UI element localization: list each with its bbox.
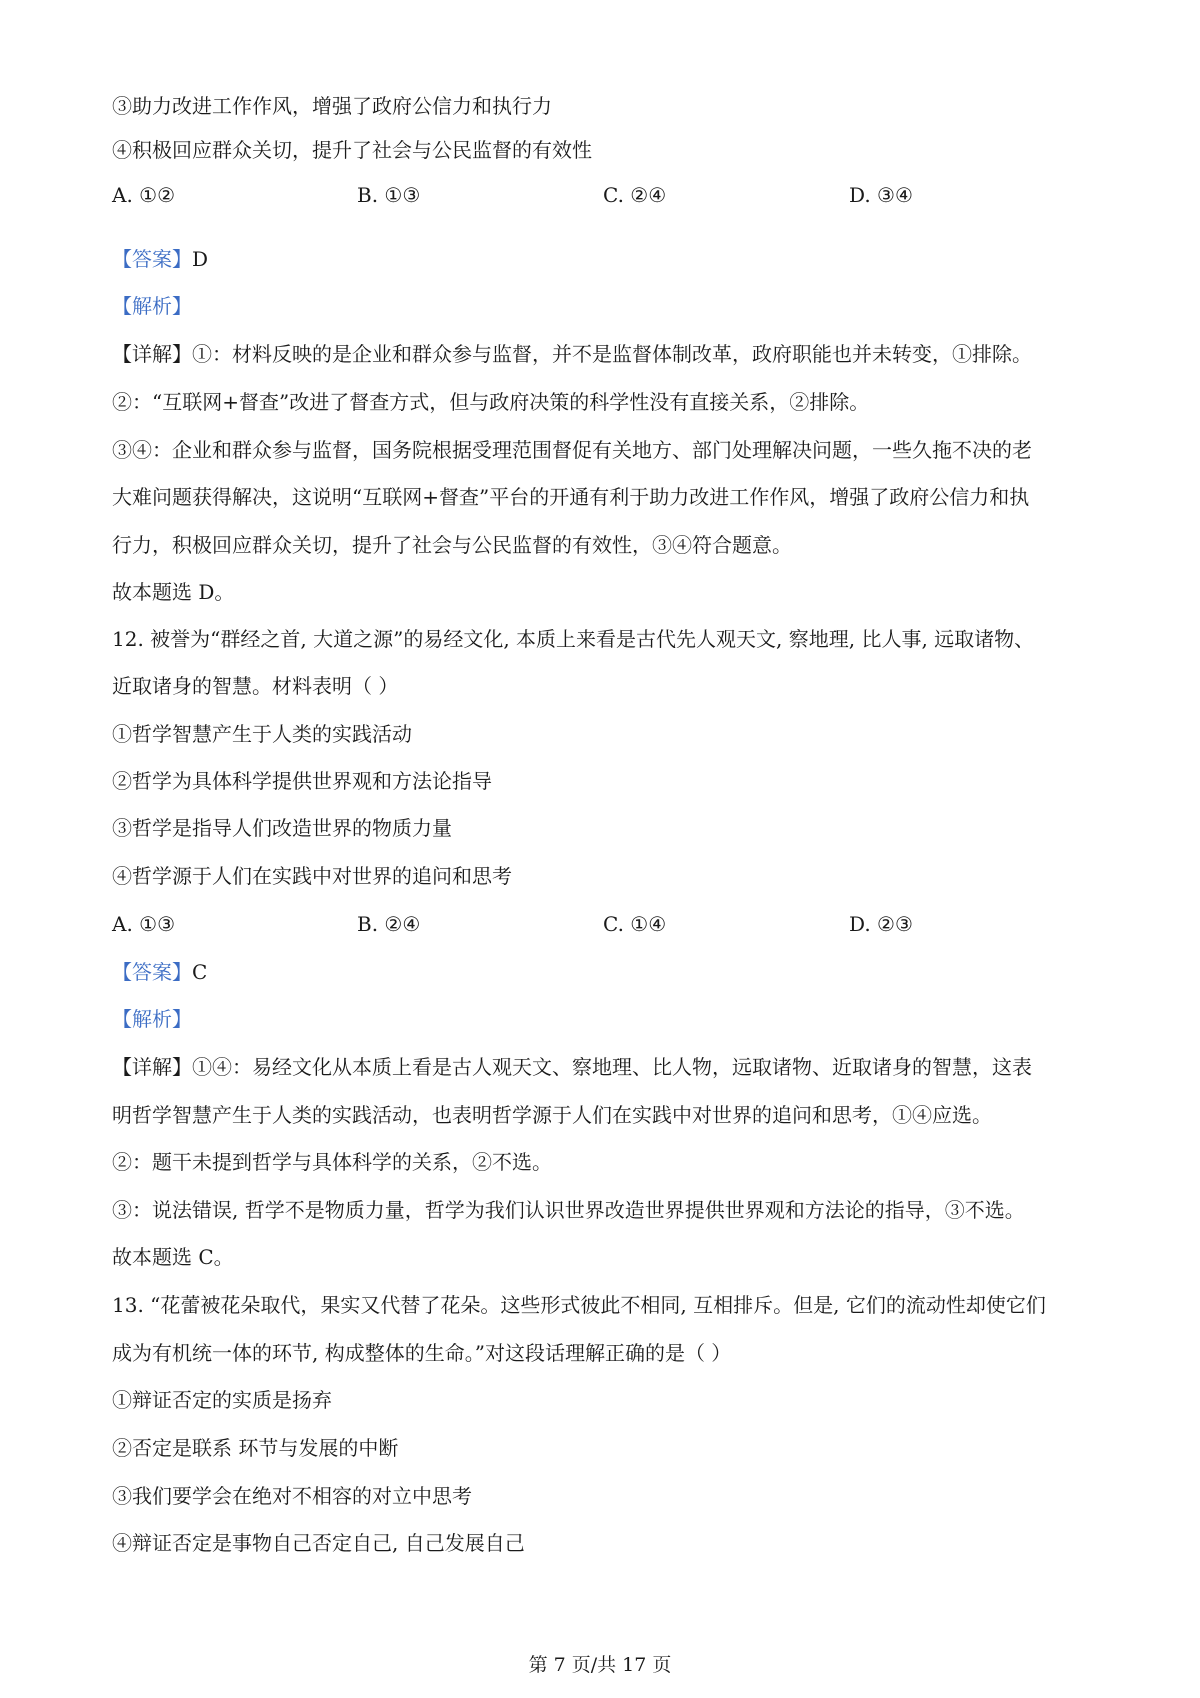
q12-stem-line-2: 近取诸身的智慧。材料表明（ ） (112, 674, 399, 698)
detail-text: ①④：易经文化从本质上看是古人观天文、察地理、比人物，远取诸物、近取诸身的智慧，这表 (192, 1055, 1032, 1079)
q12-detail-line-1 (112, 1053, 1032, 1081)
q11-detail-line-3: ③④：企业和群众参与监督，国务院根据受理范围督促有关地方、部门处理解决问题，一些久拖不决的老 (112, 438, 1032, 462)
q13-stem-line-2: 成为有机统一体的环节, 构成整体的生命。”对这段话理解正确的是（ ） (112, 1341, 732, 1365)
detail-text: ①：材料反映的是企业和群众参与监督，并不是监督体制改革，政府职能也并未转变，①排除。 (192, 342, 1032, 366)
q13-item-3: ③我们要学会在绝对不相容的对立中思考 (112, 1484, 472, 1508)
q12-option-b: B. ②④ (357, 912, 421, 936)
q12-item-4: ④哲学源于人们在实践中对世界的追问和思考 (112, 864, 512, 888)
q12-option-c: C. ①④ (603, 912, 667, 936)
answer-value: D (192, 247, 209, 271)
q12-option-d: D. ②③ (849, 912, 913, 936)
answer-value: C (192, 960, 208, 984)
answer-tag: 【答案】 (112, 247, 192, 271)
q12-option-a: A. ①③ (112, 912, 176, 936)
q13-item-4: ④辩证否定是事物自己否定自己, 自己发展自己 (112, 1531, 525, 1555)
q11-detail-line-5: 行力，积极回应群众关切，提升了社会与公民监督的有效性，③④符合题意。 (112, 533, 792, 557)
q13-item-1: ①辩证否定的实质是扬弃 (112, 1388, 332, 1412)
q12-detail-line-4: ③：说法错误, 哲学不是物质力量，哲学为我们认识世界改造世界提供世界观和方法论的指导，③不选。 (112, 1198, 1025, 1222)
page-footer: 第 7 页/共 17 页 (528, 1654, 672, 1676)
q11-analysis-tag: 【解析】 (112, 294, 192, 318)
q12-stem-line-1: 12. 被誉为“群经之首, 大道之源”的易经文化, 本质上来看是古代先人观天文, 察地理, 比人事, 远取诸物、 (112, 627, 1035, 651)
q12-item-3: ③哲学是指导人们改造世界的物质力量 (112, 816, 452, 840)
q12-answer (112, 958, 207, 986)
q11-option-c: C. ②④ (603, 183, 667, 207)
answer-tag: 【答案】 (112, 960, 192, 984)
q11-item-4: ④积极回应群众关切，提升了社会与公民监督的有效性 (112, 138, 592, 162)
q11-conclusion: 故本题选 D。 (112, 580, 235, 604)
q11-item-3: ③助力改进工作作风，增强了政府公信力和执行力 (112, 94, 552, 118)
q11-detail-line-4: 大难问题获得解决，这说明“互联网+督查”平台的开通有利于助力改进工作作风，增强了政府公信力和执 (112, 485, 1030, 509)
q12-conclusion: 故本题选 C。 (112, 1245, 234, 1269)
q13-stem-line-1: 13. “花蕾被花朵取代，果实又代替了花朵。这些形式彼此不相同, 互相排斥。但是, 它们的流动性却使它们 (112, 1293, 1046, 1317)
q12-detail-line-3: ②：题干未提到哲学与具体科学的关系，②不选。 (112, 1150, 552, 1174)
detail-tag: 【详解】 (112, 1055, 192, 1079)
q11-detail-line-2: ②：“互联网+督查”改进了督查方式，但与政府决策的科学性没有直接关系，②排除。 (112, 390, 870, 414)
detail-tag: 【详解】 (112, 342, 192, 366)
q11-option-b: B. ①③ (357, 183, 421, 207)
q12-analysis-tag: 【解析】 (112, 1007, 192, 1031)
q11-detail-line-1 (112, 340, 1032, 368)
q11-answer (112, 245, 208, 273)
q13-item-2: ②否定是联系 环节与发展的中断 (112, 1436, 399, 1460)
q11-option-d: D. ③④ (849, 183, 913, 207)
q12-item-2: ②哲学为具体科学提供世界观和方法论指导 (112, 769, 492, 793)
q12-detail-line-2: 明哲学智慧产生于人类的实践活动，也表明哲学源于人们在实践中对世界的追问和思考，①④应选。 (112, 1103, 992, 1127)
q11-option-a: A. ①② (112, 183, 176, 207)
q12-item-1: ①哲学智慧产生于人类的实践活动 (112, 722, 412, 746)
